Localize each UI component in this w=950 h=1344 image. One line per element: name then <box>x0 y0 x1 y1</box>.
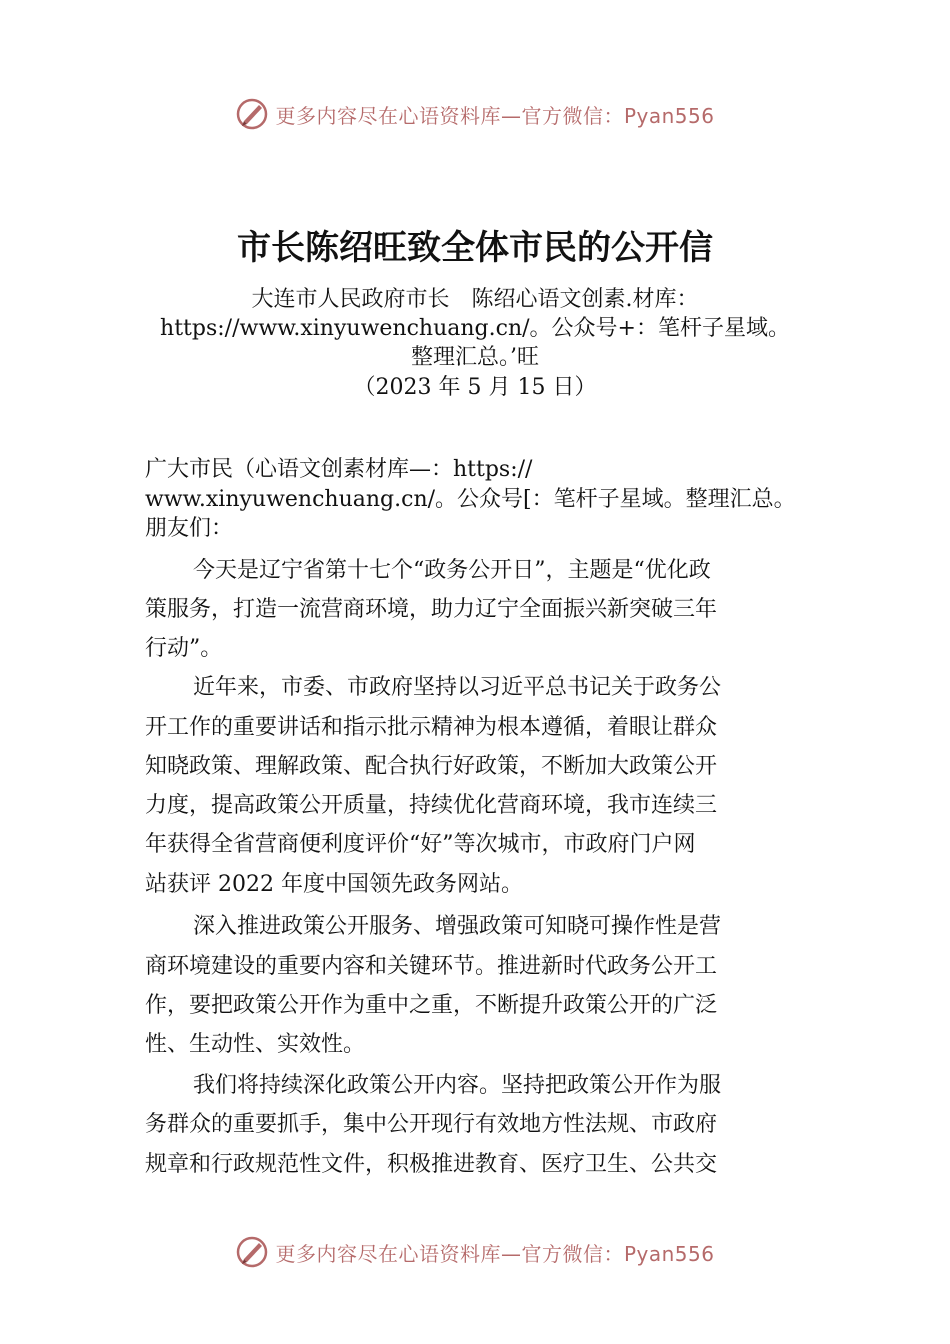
paragraph-line: 务群众的重要抓手，集中公开现行有效地方性法规、市政府 <box>145 1112 718 1137</box>
author-line-3: 整理汇总。’旺 <box>411 345 539 370</box>
watermark-text-top: 更多内容尽在心语资料库—官方微信：Pyan556 <box>275 103 715 128</box>
paragraph-line: 性、生动性、实效性。 <box>145 1032 366 1057</box>
paragraph-line: 开工作的重要讲话和指示批示精神为根本遵循，着眼让群众 <box>145 715 718 740</box>
paragraph-line: 作，要把政策公开作为重中之重，不断提升政策公开的广泛 <box>145 993 718 1018</box>
paragraph-line: 策服务，打造一流营商环境，助力辽宁全面振兴新突破三年 <box>145 597 718 622</box>
paragraph-line: 今天是辽宁省第十七个“政务公开日”，主题是“优化政 <box>193 558 711 583</box>
paragraph-line: 深入推进政策公开服务、增强政策可知晓可操作性是营 <box>193 914 722 939</box>
greeting-line: 朋友们： <box>145 516 234 541</box>
watermark-banner-top <box>0 94 950 134</box>
author-line: 大连市人民政府市长 陈绍心语文创素.材库： <box>251 287 699 312</box>
watermark-text-bottom: 更多内容尽在心语资料库—官方微信：Pyan556 <box>275 1241 715 1266</box>
brush-logo-icon <box>235 97 269 131</box>
greeting-line: 广大市民（心语文创素材库—：https:// <box>145 457 533 482</box>
date-line: （2023 年 5 月 15 日） <box>353 375 597 400</box>
paragraph-line: 我们将持续深化政策公开内容。坚持把政策公开作为服 <box>193 1073 722 1098</box>
greeting-line: www.xinyuwenchuang.cn/。公众号[：笔杆子星域。整理汇总。 <box>145 487 796 512</box>
paragraph-line: 商环境建设的重要内容和关键环节。推进新时代政务公开工 <box>145 954 718 979</box>
paragraph-line: 行动”。 <box>145 636 223 661</box>
paragraph-line: 知晓政策、理解政策、配合执行好政策，不断加大政策公开 <box>145 754 718 779</box>
paragraph-line: 规章和行政规范性文件，积极推进教育、医疗卫生、公共交 <box>145 1152 718 1177</box>
paragraph-line: 年获得全省营商便利度评价“好”等次城市，市政府门户网 <box>145 832 696 857</box>
paragraph-line: 力度，提高政策公开质量，持续优化营商环境，我市连续三 <box>145 793 718 818</box>
url-line: https://www.xinyuwenchuang.cn/。公众号+：笔杆子星域。 <box>160 316 790 341</box>
watermark-banner-bottom <box>0 1232 950 1272</box>
paragraph-line: 站获评 2022 年度中国领先政务网站。 <box>145 872 523 897</box>
brush-logo-icon <box>235 1235 269 1269</box>
paragraph-line: 近年来，市委、市政府坚持以习近平总书记关于政务公 <box>193 675 722 700</box>
document-title: 市长陈绍旺致全体市民的公开信 <box>237 228 713 268</box>
